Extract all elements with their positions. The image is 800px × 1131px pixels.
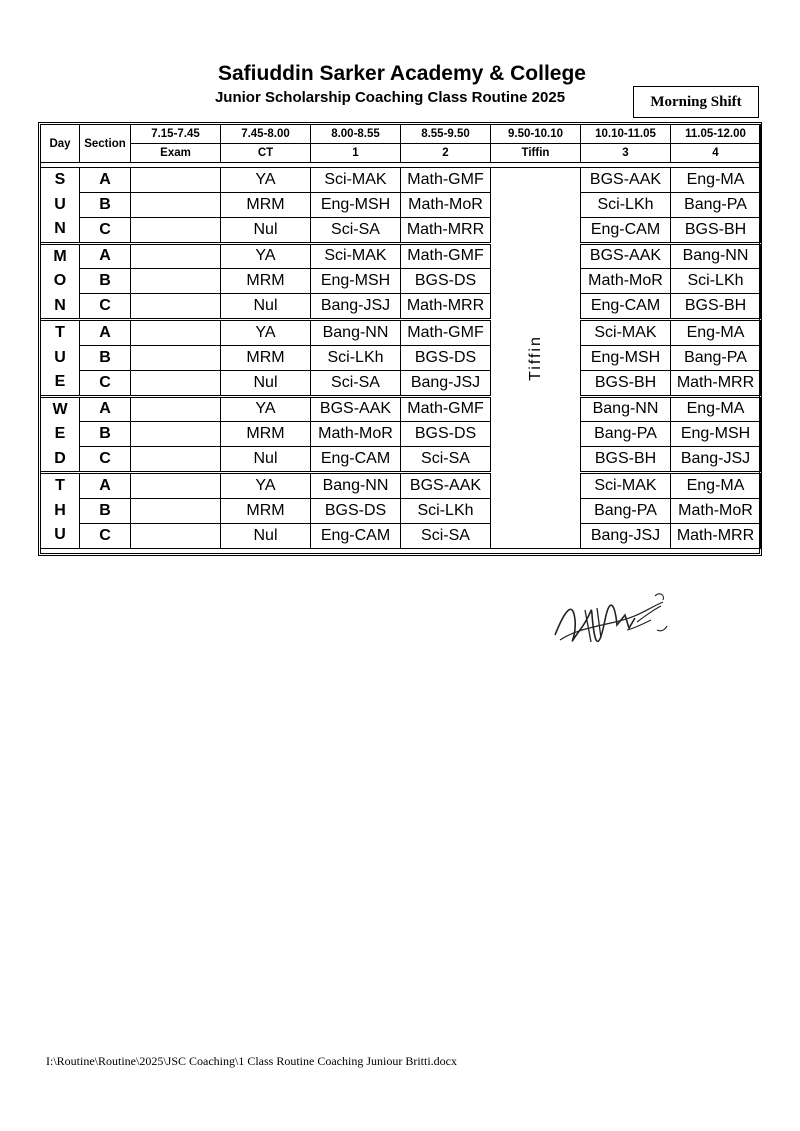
ct-cell: MRM [221,422,311,447]
table-row [41,345,761,370]
exam-cell [131,498,221,523]
period-3-cell: Sci-MAK [581,320,671,346]
section-cell: C [80,523,131,548]
time-slot-header: 8.55-9.50 [401,125,491,144]
period-2-cell: BGS-DS [401,345,491,370]
period-2-cell: Math-GMF [401,168,491,193]
day-letter: D [54,449,66,467]
day-letter: E [54,425,66,442]
period-header: Tiffin [491,144,581,163]
day-name-cell [41,243,80,320]
ct-cell: MRM [221,345,311,370]
section-cell: B [80,345,131,370]
exam-cell [131,523,221,548]
period-1-cell: Eng-CAM [311,523,401,548]
day-letter: N [54,220,66,237]
day-letter: U [54,195,66,213]
class-routine-table [40,124,761,549]
period-2-cell: Math-MRR [401,217,491,243]
ct-cell: MRM [221,269,311,294]
exam-cell [131,320,221,346]
ct-cell: YA [221,168,311,193]
ct-cell: YA [221,243,311,269]
period-2-cell: Math-GMF [401,396,491,422]
period-header: Exam [131,144,221,163]
file-path: I:\Routine\Routine\2025\JSC Coaching\1 Class Routine Coaching Juniour Britti.docx [46,1054,457,1068]
table-row [41,370,761,396]
day-letter: T [55,324,65,341]
section-cell: B [80,269,131,294]
exam-cell [131,422,221,447]
header-period-row [41,144,761,163]
period-4-cell: Bang-PA [671,345,761,370]
period-2-cell: Math-GMF [401,243,491,269]
ct-cell: YA [221,473,311,499]
table-row [41,294,761,320]
period-1-cell: Bang-JSJ [311,294,401,320]
period-4-cell: Eng-MA [671,320,761,346]
day-letter: H [54,501,66,519]
table-row [41,422,761,447]
exam-cell [131,396,221,422]
ct-cell: MRM [221,498,311,523]
table-row [41,498,761,523]
period-2-cell: Sci-LKh [401,498,491,523]
tiffin-cell [491,168,581,549]
exam-cell [131,269,221,294]
section-cell: C [80,217,131,243]
time-slot-header: 7.45-8.00 [221,125,311,144]
section-cell: C [80,447,131,473]
table-row [41,320,761,346]
table-row [41,217,761,243]
day-letter: E [54,373,66,390]
period-2-cell: BGS-DS [401,269,491,294]
exam-cell [131,370,221,396]
period-3-cell: Bang-PA [581,422,671,447]
section-cell: C [80,294,131,320]
shift-badge: Morning Shift [633,86,759,118]
period-1-cell: Sci-LKh [311,345,401,370]
ct-cell: Nul [221,217,311,243]
table-row [41,168,761,193]
section-cell: A [80,243,131,269]
period-3-cell: Sci-MAK [581,473,671,499]
day-letter: N [54,296,66,314]
tiffin-label: Tiffin [526,334,544,381]
period-1-cell: BGS-DS [311,498,401,523]
period-4-cell: Bang-JSJ [671,447,761,473]
period-1-cell: BGS-AAK [311,396,401,422]
exam-cell [131,294,221,320]
period-4-cell: Sci-LKh [671,269,761,294]
day-letter: T [55,477,65,494]
ct-cell: Nul [221,447,311,473]
period-3-cell: Sci-LKh [581,192,671,217]
day-column-header: Day [41,125,80,163]
period-4-cell: Bang-PA [671,192,761,217]
table-row [41,396,761,422]
period-3-cell: Math-MoR [581,269,671,294]
table-row [41,243,761,269]
exam-cell [131,243,221,269]
period-header: 4 [671,144,761,163]
section-cell: A [80,396,131,422]
period-1-cell: Eng-CAM [311,447,401,473]
period-3-cell: Bang-JSJ [581,523,671,548]
exam-cell [131,192,221,217]
period-2-cell: Bang-JSJ [401,370,491,396]
period-3-cell: Eng-CAM [581,294,671,320]
period-4-cell: Math-MRR [671,523,761,548]
period-3-cell: BGS-BH [581,447,671,473]
period-header: CT [221,144,311,163]
time-slot-header: 9.50-10.10 [491,125,581,144]
period-3-cell: BGS-BH [581,370,671,396]
section-cell: B [80,498,131,523]
ct-cell: MRM [221,192,311,217]
period-2-cell: Sci-SA [401,523,491,548]
period-3-cell: Eng-CAM [581,217,671,243]
period-3-cell: BGS-AAK [581,243,671,269]
table-row [41,523,761,548]
period-3-cell: Eng-MSH [581,345,671,370]
period-2-cell: Sci-SA [401,447,491,473]
day-letter: O [53,272,67,289]
period-4-cell: Eng-MSH [671,422,761,447]
period-2-cell: Math-GMF [401,320,491,346]
day-name-cell [41,396,80,473]
time-slot-header: 8.00-8.55 [311,125,401,144]
day-letter: M [53,247,67,265]
period-1-cell: Sci-MAK [311,168,401,193]
period-4-cell: Math-MRR [671,370,761,396]
day-letter: U [54,526,66,543]
ct-cell: YA [221,396,311,422]
period-2-cell: Math-MoR [401,192,491,217]
ct-cell: Nul [221,523,311,548]
table-row [41,269,761,294]
period-1-cell: Eng-MSH [311,192,401,217]
table-row [41,192,761,217]
table-row [41,473,761,499]
ct-cell: YA [221,320,311,346]
period-2-cell: BGS-AAK [401,473,491,499]
period-2-cell: Math-MRR [401,294,491,320]
period-1-cell: Sci-MAK [311,243,401,269]
exam-cell [131,168,221,193]
signature-image [545,580,675,660]
period-1-cell: Math-MoR [311,422,401,447]
section-cell: A [80,168,131,193]
section-column-header: Section [80,125,131,163]
day-letter: U [54,348,66,366]
period-1-cell: Bang-NN [311,473,401,499]
period-4-cell: Bang-NN [671,243,761,269]
period-4-cell: Eng-MA [671,473,761,499]
period-2-cell: BGS-DS [401,422,491,447]
day-name-cell [41,168,80,244]
period-1-cell: Bang-NN [311,320,401,346]
ct-cell: Nul [221,370,311,396]
section-cell: A [80,320,131,346]
day-letter: S [54,171,66,188]
period-header: 1 [311,144,401,163]
period-4-cell: Eng-MA [671,168,761,193]
exam-cell [131,473,221,499]
time-slot-header: 7.15-7.45 [131,125,221,144]
period-3-cell: BGS-AAK [581,168,671,193]
period-1-cell: Eng-MSH [311,269,401,294]
time-slot-header: 11.05-12.00 [671,125,761,144]
period-4-cell: Math-MoR [671,498,761,523]
ct-cell: Nul [221,294,311,320]
table-row [41,447,761,473]
header-time-row [41,125,761,144]
exam-cell [131,217,221,243]
period-4-cell: BGS-BH [671,294,761,320]
period-1-cell: Sci-SA [311,370,401,396]
period-header: 3 [581,144,671,163]
period-3-cell: Bang-PA [581,498,671,523]
institution-title: Safiuddin Sarker Academy & College [217,62,586,85]
routine-title: Junior Scholarship Coaching Class Routine 2025 [214,89,566,106]
section-cell: C [80,370,131,396]
period-3-cell: Bang-NN [581,396,671,422]
period-header: 2 [401,144,491,163]
section-cell: A [80,473,131,499]
period-4-cell: Eng-MA [671,396,761,422]
exam-cell [131,345,221,370]
time-slot-header: 10.10-11.05 [581,125,671,144]
exam-cell [131,447,221,473]
day-letter: W [52,400,68,418]
day-name-cell [41,473,80,549]
period-1-cell: Sci-SA [311,217,401,243]
section-cell: B [80,192,131,217]
day-name-cell [41,320,80,397]
section-cell: B [80,422,131,447]
period-4-cell: BGS-BH [671,217,761,243]
